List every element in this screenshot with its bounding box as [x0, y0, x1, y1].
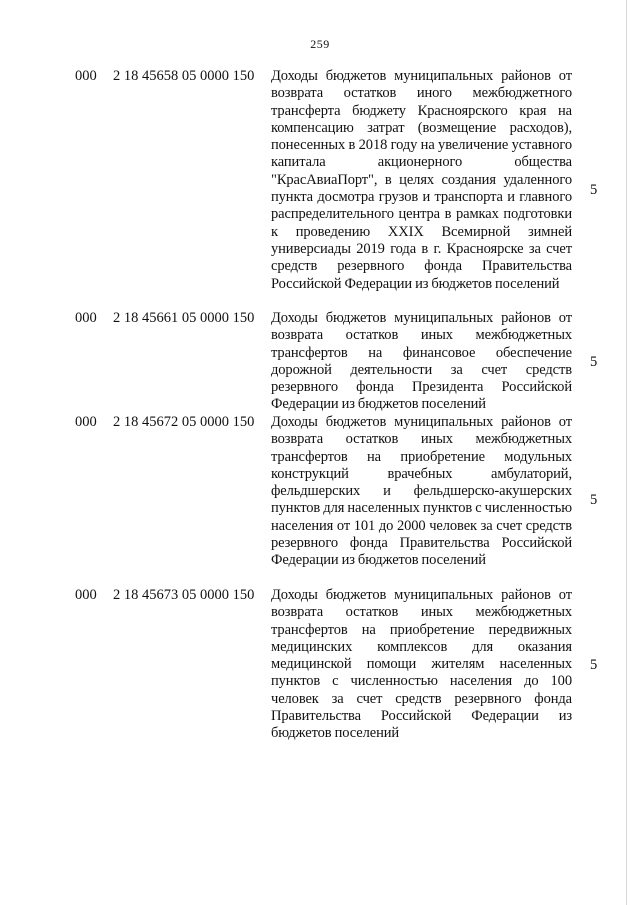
- budget-classification-code: 2 18 45672 05 0000 150: [113, 414, 255, 430]
- income-description: Доходы бюджетов муниципальных районов от возврата остатков иного межбюджетного трансферта бюджету Красноярского края на компенсацию затрат (возмещение расходов), понесенных в 2018 году на увеличение уставного капитала акционерного общества "КрасАвиаПорт", в целях создания удаленного пункта досмотра грузов и транспорта и главного распределительного центра в рамках подготовки к проведению XXIX Всемирной зимней универсиады 2019 года в г. Красноярске за счет средств резервного фонда Правительства Российской Федерации из бюджетов поселений: [271, 68, 572, 292]
- admin-code: 000: [75, 68, 97, 84]
- amount-value: 5: [590, 354, 598, 370]
- amount-value: 5: [590, 657, 598, 673]
- budget-classification-code: 2 18 45661 05 0000 150: [113, 310, 255, 326]
- page-number: 259: [310, 37, 330, 51]
- admin-code: 000: [75, 587, 97, 603]
- amount-value: 5: [590, 182, 598, 198]
- admin-code: 000: [75, 310, 97, 326]
- budget-classification-code: 2 18 45673 05 0000 150: [113, 587, 255, 603]
- admin-code: 000: [75, 414, 97, 430]
- amount-value: 5: [590, 492, 598, 508]
- income-description: Доходы бюджетов муниципальных районов от возврата остатков иных межбюджетных трансфертов на приобретение модульных конструкций врачебных амбулаторий, фельдшерских и фельдшерско-акушерских пунктов для населенных пунктов с численностью населения от 101 до 2000 человек за счет средств резервного фонда Правительства Российской Федерации из бюджетов поселений: [271, 414, 572, 569]
- budget-classification-code: 2 18 45658 05 0000 150: [113, 68, 255, 84]
- income-description: Доходы бюджетов муниципальных районов от возврата остатков иных межбюджетных трансфертов на приобретение передвижных медицинских комплексов для оказания медицинской помощи жителям населенных пунктов с численностью населения до 100 человек за счет средств резервного фонда Правительства Российской Федерации из бюджетов поселений: [271, 587, 572, 742]
- income-description: Доходы бюджетов муниципальных районов от возврата остатков иных межбюджетных трансфертов на финансовое обеспечение дорожной деятельности за счет средств резервного фонда Президента Российской Федерации из бюджетов поселений: [271, 310, 572, 413]
- page-edge-line: [626, 0, 627, 905]
